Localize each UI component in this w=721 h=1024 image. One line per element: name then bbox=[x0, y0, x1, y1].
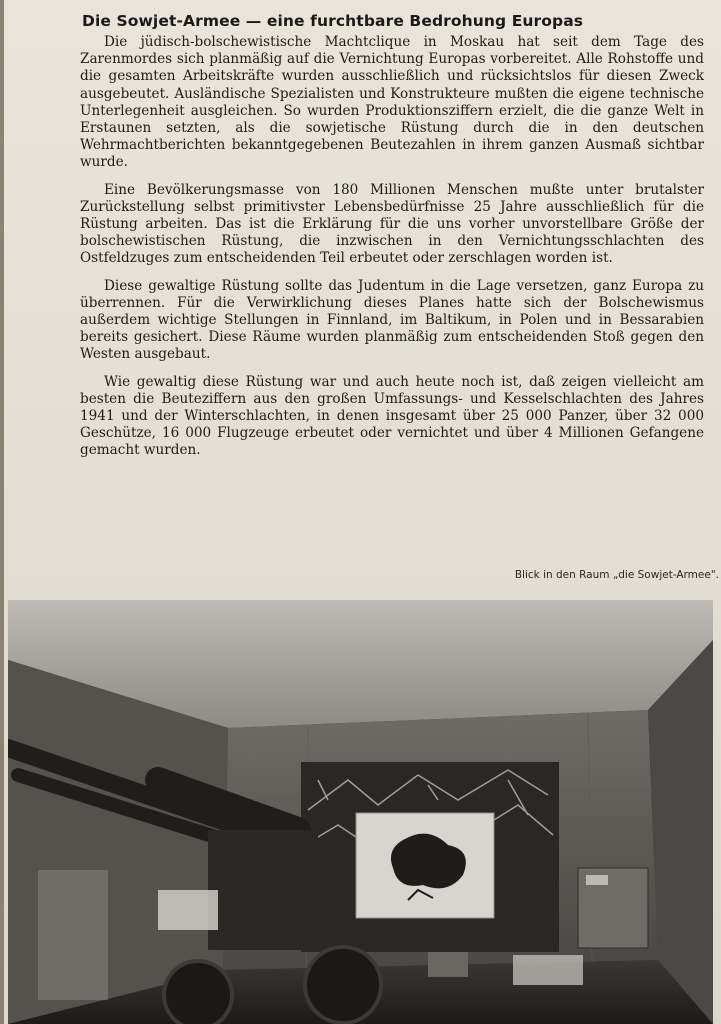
exhibition-photo bbox=[8, 600, 713, 1024]
exhibition-photo-drawing bbox=[8, 600, 713, 1024]
photo-caption: Blick in den Raum „die Sowjet-Armee". bbox=[514, 569, 719, 581]
article-paragraph-3: Diese gewaltige Rüstung sollte das Judentum in die Lage versetzen, ganz Europa zu überrennen. Für die Verwirklichung dieses Planes hatte sich der Bolschewismus außerdem wichtige Stellungen in Finnland, im Baltikum, in Polen und in Bessarabien bereits gesichert. Diese Räume wurden planmäßig zum entscheidenden Stoß gegen den Westen ausgebaut. bbox=[80, 277, 704, 363]
article-paragraph-4: Wie gewaltig diese Rüstung war und auch heute noch ist, daß zeigen vielleicht am besten die Beuteziffern aus den großen Umfassungs- und Kesselschlachten des Jahres 1941 und der Winterschlachten, in denen insgesamt über 25 000 Panzer, über 32 000 Geschütze, 16 000 Flugzeuge erbeutet oder vernichtet und über 4 Millionen Gefangene gemacht wurden. bbox=[80, 373, 704, 459]
article-body bbox=[80, 34, 704, 470]
article-paragraph-1: Die jüdisch-bolschewistische Machtclique in Moskau hat seit dem Tage des Zarenmordes sich planmäßig auf die Vernichtung Europas vorbereitet. Alle Rohstoffe und die gesamten Arbeitskräfte wurden ausschließlich und rücksichtslos für diesen Zweck ausgebeutet. Ausländische Spezialisten und Konstrukteure mußten die eigene technische Unterlegenheit ausgleichen. So wurden Produktionsziffern erzielt, die die ganze Welt in Erstaunen setzten, als die sowjetische Rüstung durch die in den deutschen Wehrmachtberichten bekanntgegebenen Beutezahlen in ihrem ganzen Ausmaß sichtbar wurde. bbox=[80, 34, 704, 171]
document-page bbox=[4, 0, 721, 1024]
article-headline: Die Sowjet-Armee — eine furchtbare Bedrohung Europas bbox=[82, 12, 584, 31]
article-paragraph-2: Eine Bevölkerungsmasse von 180 Millionen Menschen mußte unter brutalster Zurückstellung selbst primitivster Lebensbedürfnisse 25 Jahre ausschließlich für die Rüstung arbeiten. Das ist die Erklärung für die uns vorher unvorstellbare Größe der bolschewistischen Rüstung, die inzwischen in den Vernichtungsschlachten des Ostfeldzuges zum entscheidenden Teil erbeutet oder zerschlagen worden ist. bbox=[80, 181, 704, 267]
